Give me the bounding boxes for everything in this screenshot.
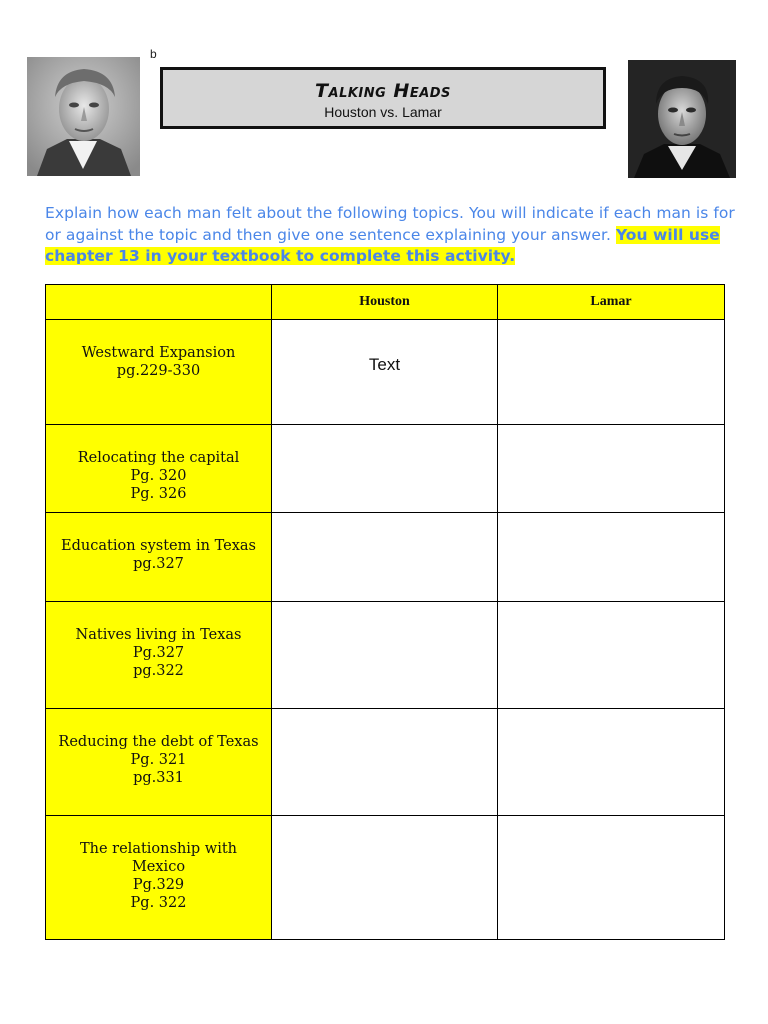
lamar-answer-cell[interactable] bbox=[498, 320, 725, 425]
topic-page: Pg. 320 bbox=[130, 468, 187, 484]
topic-page: Pg. 326 bbox=[130, 486, 187, 502]
topic-page: pg.331 bbox=[133, 770, 184, 786]
topic-page: Pg.329 bbox=[132, 877, 185, 893]
houston-portrait bbox=[27, 57, 140, 176]
topic-name-cont: Mexico bbox=[131, 859, 186, 875]
column-header-houston: Houston bbox=[272, 285, 498, 320]
houston-answer-cell[interactable] bbox=[272, 709, 498, 816]
houston-answer-cell[interactable] bbox=[272, 425, 498, 513]
table-row bbox=[46, 320, 725, 425]
table-header-row bbox=[46, 285, 725, 320]
column-header-topic bbox=[46, 285, 272, 320]
topic-cell bbox=[46, 709, 272, 816]
topic-cell bbox=[46, 425, 272, 513]
topic-cell bbox=[46, 602, 272, 709]
lamar-portrait bbox=[628, 60, 736, 178]
houston-answer-cell[interactable] bbox=[272, 513, 498, 602]
title-box bbox=[160, 67, 606, 129]
table-row bbox=[46, 602, 725, 709]
table-row bbox=[46, 709, 725, 816]
topic-page: Pg.327 bbox=[132, 645, 185, 661]
houston-answer-cell[interactable] bbox=[272, 816, 498, 940]
topics-table bbox=[45, 284, 725, 940]
page-subtitle: Houston vs. Lamar bbox=[324, 104, 442, 120]
topic-cell bbox=[46, 816, 272, 940]
page-title: Talking Heads bbox=[315, 80, 451, 102]
column-header-lamar: Lamar bbox=[498, 285, 725, 320]
topic-name: Natives living in Texas bbox=[75, 627, 242, 643]
lamar-answer-cell[interactable] bbox=[498, 816, 725, 940]
instructions-text: Explain how each man felt about the following topics. You will indicate if each man is for or against the topic and then give one sentence explaining your answer. bbox=[45, 204, 735, 244]
stray-mark: b bbox=[150, 47, 157, 61]
topic-page: Pg. 321 bbox=[130, 752, 187, 768]
lamar-answer-cell[interactable] bbox=[498, 513, 725, 602]
houston-answer[interactable]: Text bbox=[368, 355, 401, 374]
topic-name: Relocating the capital bbox=[77, 450, 240, 466]
houston-answer-cell[interactable] bbox=[272, 320, 498, 425]
topic-cell bbox=[46, 320, 272, 425]
table-row bbox=[46, 425, 725, 513]
topic-page: pg.229-330 bbox=[116, 363, 201, 379]
table-row bbox=[46, 816, 725, 940]
topic-page: pg.327 bbox=[133, 556, 184, 572]
lamar-answer-cell[interactable] bbox=[498, 602, 725, 709]
instructions-highlight: You will use chapter 13 in your textbook to complete this activity. bbox=[45, 225, 720, 265]
topic-cell bbox=[46, 513, 272, 602]
topic-name: The relationship with bbox=[79, 841, 238, 857]
topic-name: Education system in Texas bbox=[61, 538, 256, 554]
houston-answer-cell[interactable] bbox=[272, 602, 498, 709]
instructions bbox=[45, 203, 735, 268]
lamar-answer-cell[interactable] bbox=[498, 425, 725, 513]
lamar-answer-cell[interactable] bbox=[498, 709, 725, 816]
topic-name: Westward Expansion bbox=[81, 345, 236, 361]
topic-page: pg.322 bbox=[133, 663, 184, 679]
topic-name: Reducing the debt of Texas bbox=[58, 734, 259, 750]
table-row bbox=[46, 513, 725, 602]
topic-page: Pg. 322 bbox=[130, 895, 187, 911]
